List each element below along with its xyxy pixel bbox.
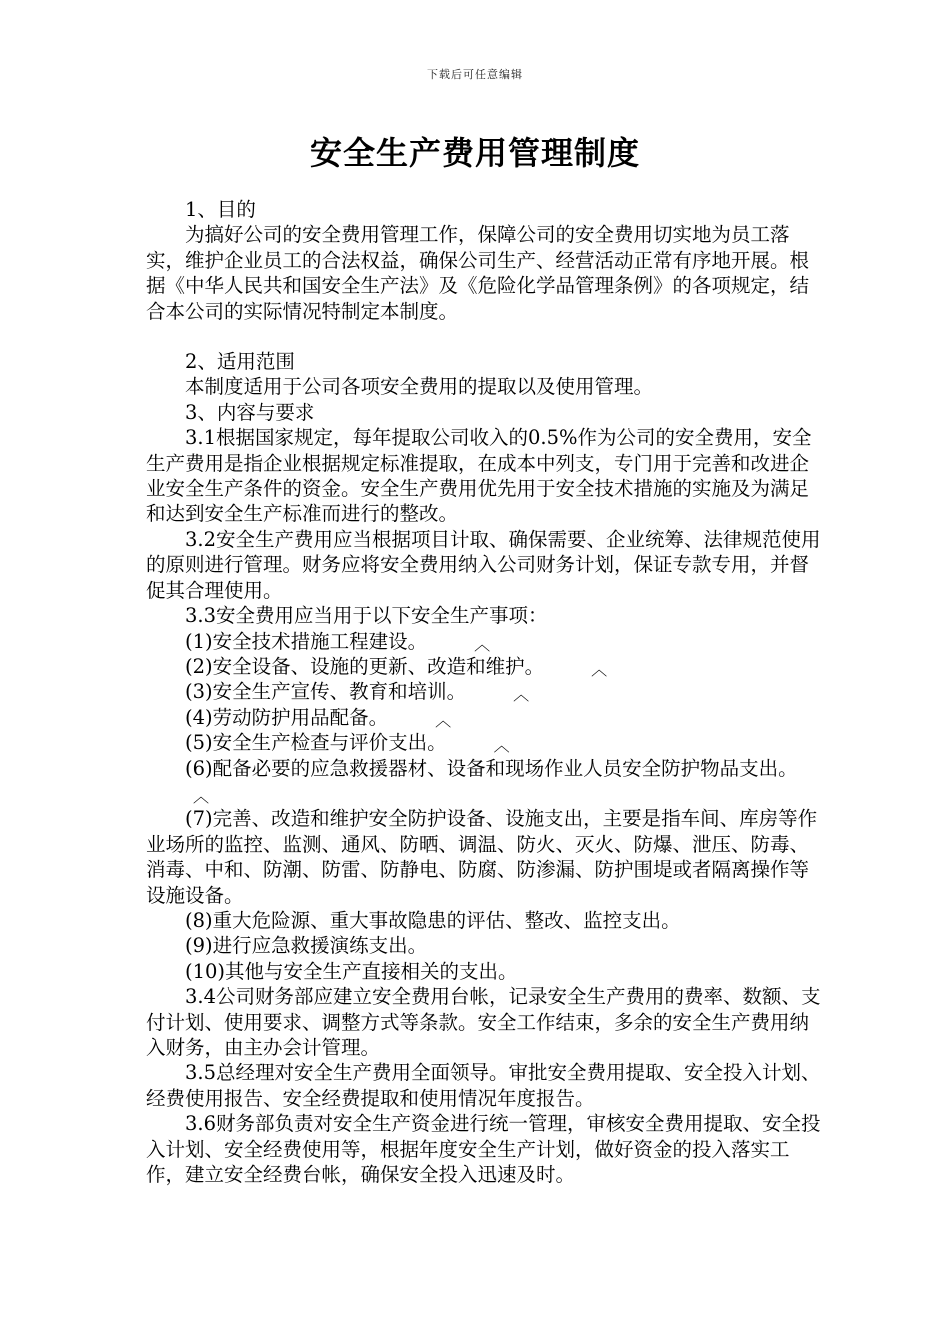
list-item-8: (8)重大危险源、重大事故隐患的评估、整改、监控支出。 [185,908,681,932]
section-1-heading: 1、目的 [185,198,256,221]
section-1-paragraph: 为搞好公司的安全费用管理工作，保障公司的安全费用切实地为员工落实，维护企业员工的合法权益，确保公司生产、经营活动正常有序地开展。根据《中华人民共和国安全生产法》及《危险化学品管理条例》的各项规定，结合本公司的实际情况特制定本制度。 [146,223,810,323]
list-item-text: (1)安全技术措施工程建设。 [185,629,428,653]
list-item-3 [146,679,826,704]
section-3-heading: 3、内容与要求 [185,400,315,424]
caret-mark-icon: ︿ [493,736,510,756]
list-item-2 [146,654,826,679]
list-item-5 [146,730,826,755]
list-item-6 [146,756,826,807]
list-item-10: (10)其他与安全生产直接相关的支出。 [185,959,518,983]
list-item-4 [146,705,826,730]
document-title: 安全生产费用管理制度 [309,134,640,172]
section-2-heading: 2、适用范围 [185,350,295,374]
clause-3-6: 3.6财务部负责对安全生产资金进行统一管理，审核安全费用提取、安全投入计划、安全经费使用等，根据年度安全生产计划，做好资金的投入落实工作，建立安全经费台帐，确保安全投入迅速及时。 [146,1112,821,1187]
document-body [146,197,826,1187]
list-item-text: (2)安全设备、设施的更新、改造和维护。 [185,654,545,678]
list-item-text: (5)安全生产检查与评价支出。 [185,731,447,755]
list-item-text: (4)劳动防护用品配备。 [185,705,389,729]
caret-mark-icon: ︿ [193,786,210,806]
list-item-9: (9)进行应急救援演练支出。 [185,934,428,958]
clause-3-5: 3.5总经理对安全生产费用全面领导。审批安全费用提取、安全投入计划、经费使用报告、安全经费提取和使用情况年度报告。 [146,1061,821,1110]
clause-3-2: 3.2安全生产费用应当根据项目计取、确保需要、企业统筹、法律规范使用的原则进行管理。财务应将安全费用纳入公司财务计划，保证专款专用，并督促其合理使用。 [146,527,821,602]
header-note: 下载后可任意编辑 [427,68,523,81]
list-item-7: (7)完善、改造和维护安全防护设备、设施支出，主要是指车间、库房等作业场所的监控、监测、通风、防晒、调温、防火、灭火、防爆、泄压、防毒、消毒、中和、防潮、防雷、防静电、防腐、防渗漏、防护围堤或者隔离操作等设施设备。 [146,807,818,907]
caret-mark-icon: ︿ [435,710,452,730]
list-item-text: (6)配备必要的应急救援器材、设备和现场作业人员安全防护物品支出。 [185,756,798,780]
caret-mark-icon: ︿ [591,659,608,679]
paragraph-gap [146,324,826,349]
caret-mark-icon: ︿ [474,634,491,654]
caret-mark-icon: ︿ [513,685,530,705]
clause-3-4: 3.4公司财务部应建立安全费用台帐，记录安全生产费用的费率、数额、支付计划、使用要求、调整方式等条款。安全工作结束，多余的安全生产费用纳入财务，由主办会计管理。 [146,985,821,1059]
clause-3-1: 3.1根据国家规定，每年提取公司收入的0.5%作为公司的安全费用，安全生产费用是指企业根据规定标准提取，在成本中列支，专门用于完善和改进企业安全生产条件的资金。安全生产费用优先用于安全技术措施的实施及为满足和达到安全生产标准而进行的整改。 [146,426,812,526]
list-item-1 [146,629,826,654]
clause-3-3: 3.3安全费用应当用于以下安全生产事项： [185,604,548,628]
list-item-text: (3)安全生产宣传、教育和培训。 [185,680,467,704]
section-2-paragraph: 本制度适用于公司各项安全费用的提取以及使用管理。 [185,375,654,399]
